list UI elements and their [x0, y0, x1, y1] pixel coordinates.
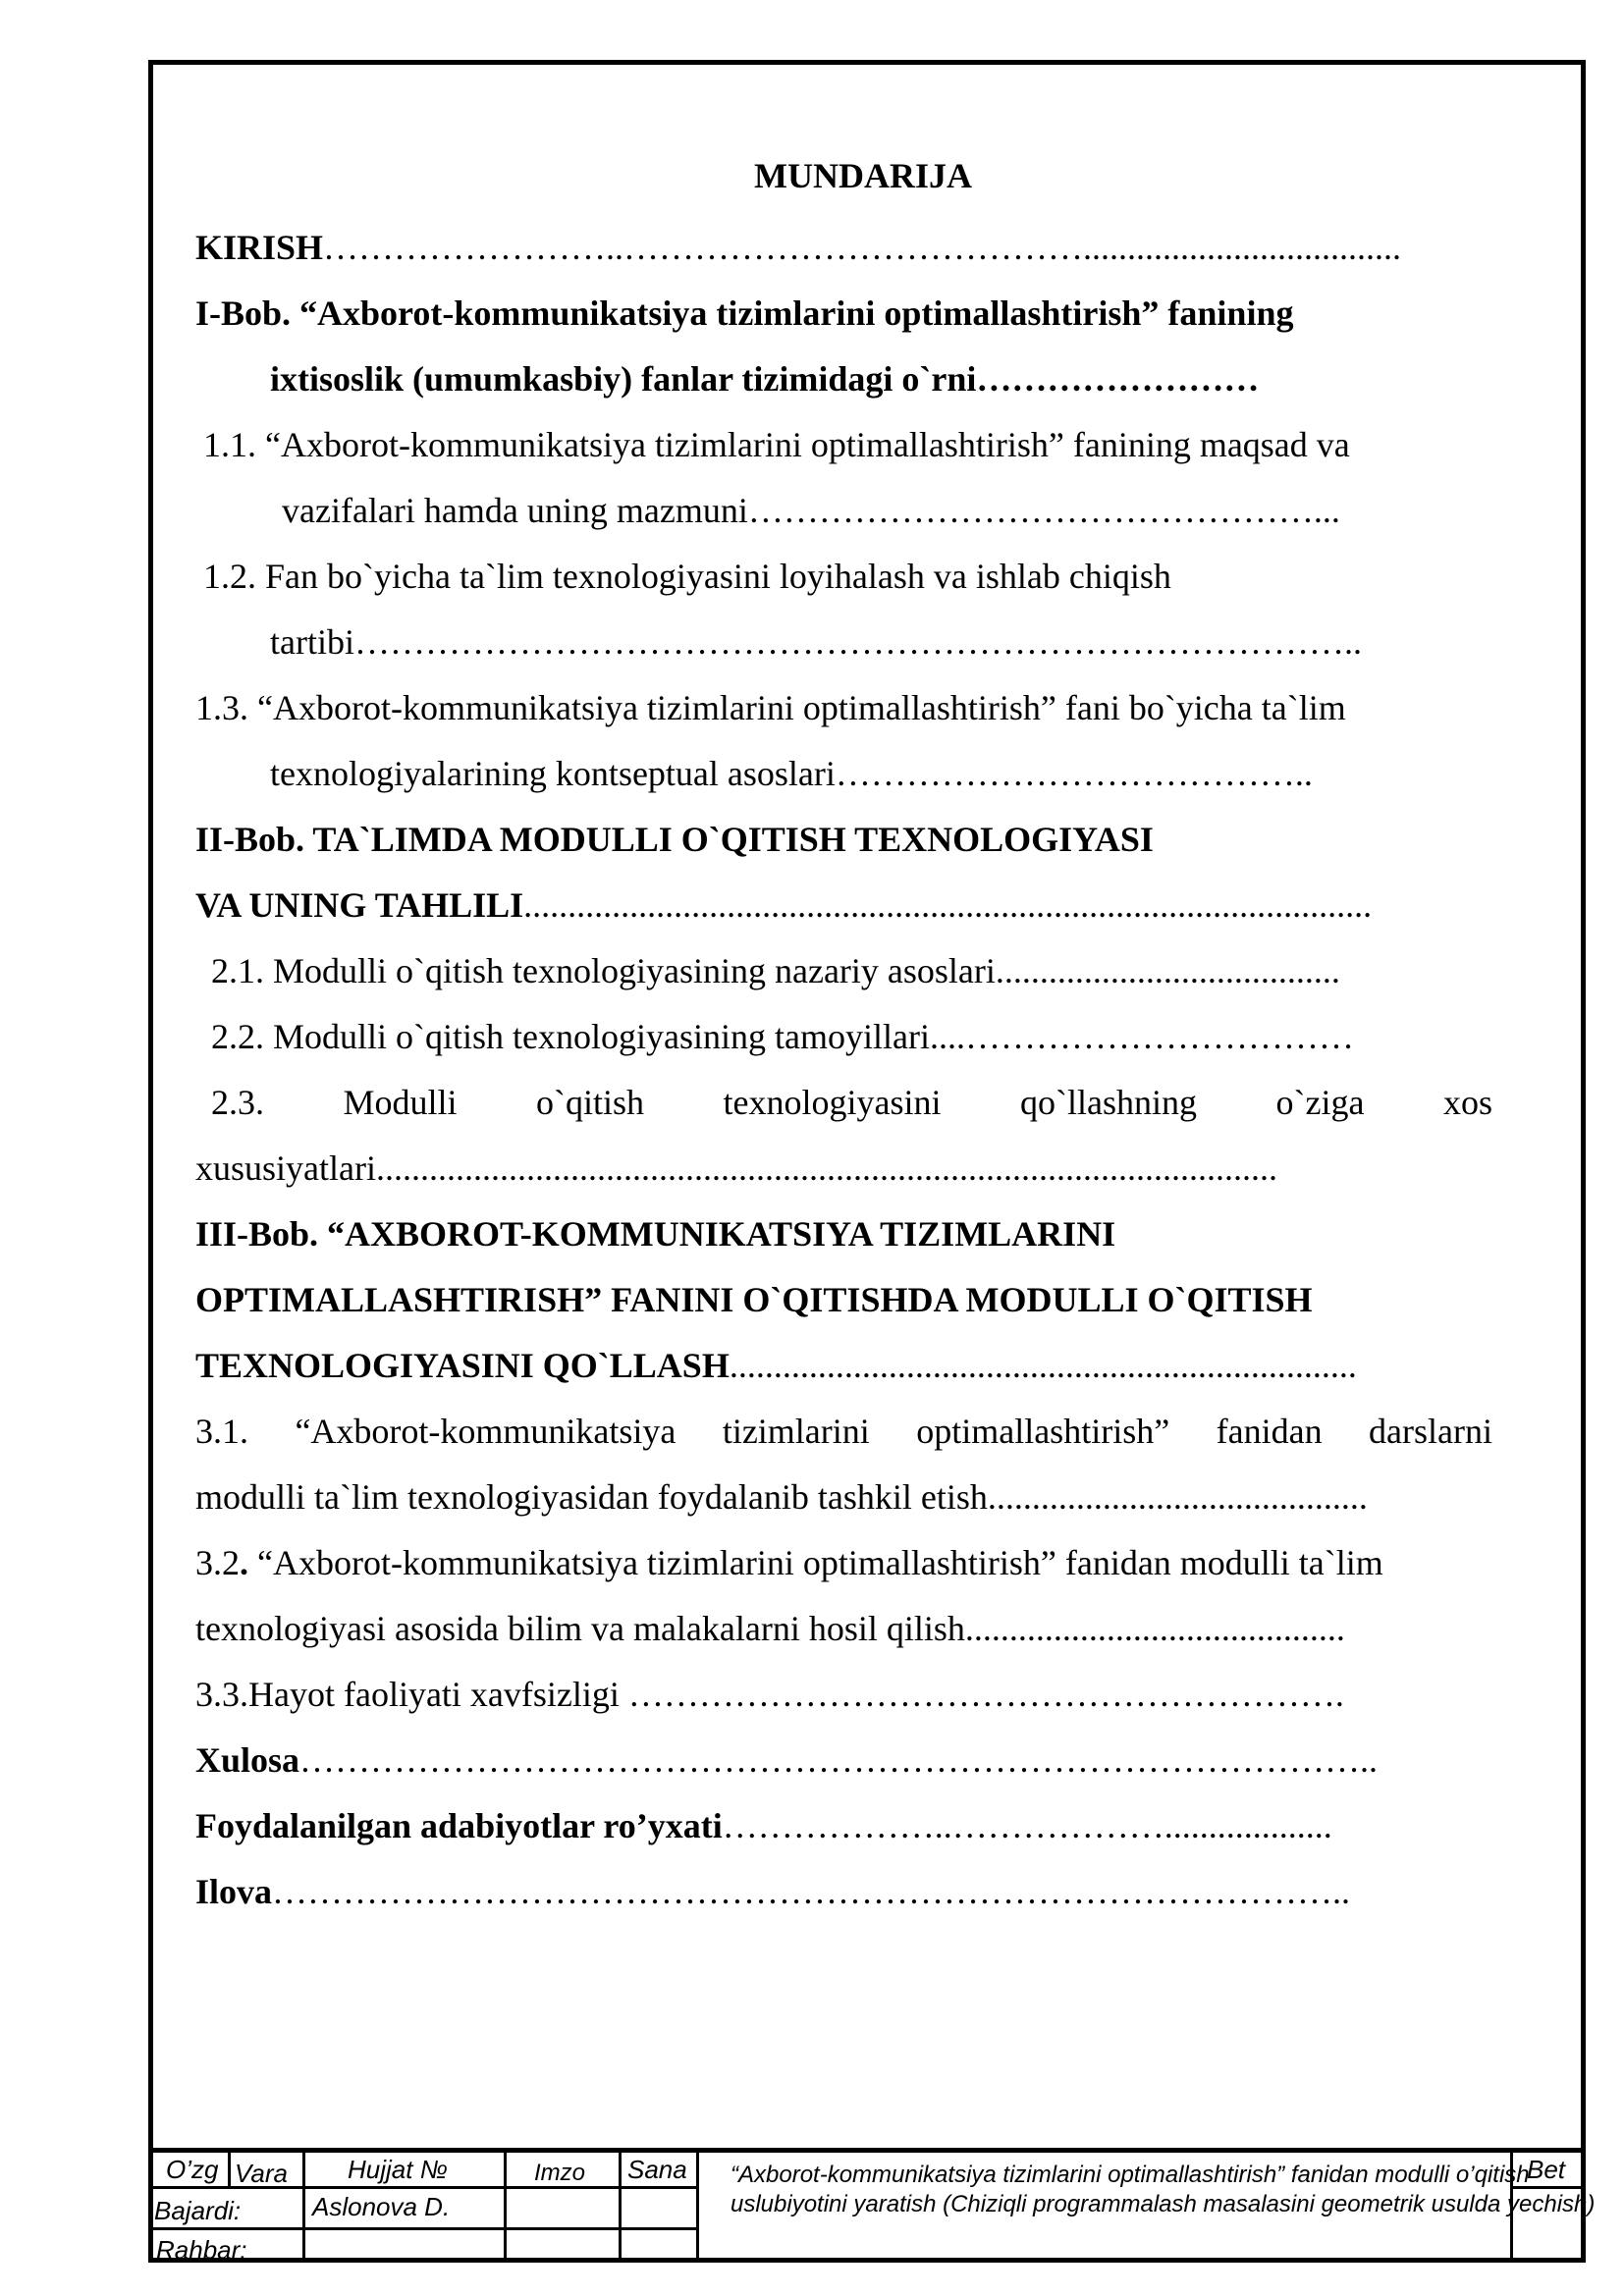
word: o`qitish [536, 1083, 645, 1122]
toc-entry-ilova [195, 1872, 1350, 1911]
toc-chapter-1-line2 [270, 359, 1259, 399]
page-label-bet: Bet [1527, 2155, 1566, 2184]
toc-entry-adabiyotlar [195, 1806, 1332, 1845]
toc-section-1-3-line2: texnologiyalarining kontseptual asoslari………………………………….. [270, 754, 1313, 793]
divider [148, 2227, 696, 2230]
entry-label: ixtisoslik (umumkasbiy) fanlar tizimidagi o`rni [270, 359, 977, 399]
header-imzo: Imzo [534, 2160, 586, 2186]
header-sana: Sana [627, 2155, 687, 2184]
entry-number-dot: . [240, 1543, 248, 1582]
entry-text: “Axborot-kommunikatsiya tizimlarini optimallashtirish” fanidan modulli ta`lim [248, 1543, 1383, 1582]
toc-section-1-2-line2: tartibi………………………………………………………………………….. [270, 622, 1362, 662]
bajardi-label: Bajardi: [154, 2196, 242, 2225]
entry-dots: …………………… [976, 359, 1260, 399]
entry-label: Foydalanilgan adabiyotlar ro’yxati [195, 1806, 723, 1845]
toc-section-1-1-line1: 1.1. “Axborot-kommunikatsiya tizimlarini optimallashtirish” fanining maqsad va [203, 425, 1350, 464]
header-ozg: O’zg [166, 2155, 219, 2184]
word: 2.3. [211, 1083, 264, 1122]
toc-chapter-3-line3 [195, 1346, 1357, 1385]
divider [148, 2186, 696, 2189]
entry-label: KIRISH [195, 228, 324, 267]
entry-label: TEXNOLOGIYASINI QO`LLASH [195, 1346, 730, 1385]
toc-section-1-3-line1: 1.3. “Axborot-kommunikatsiya tizimlarini optimallashtirish” fani bo`yicha ta`lim [195, 688, 1346, 727]
word: 3.1. [195, 1412, 248, 1451]
rahbar-label: Rahbar: [156, 2235, 247, 2265]
entry-dots: ................................................................................................ [523, 885, 1373, 925]
header-hujjat: Hujjat № [348, 2155, 448, 2184]
title-block-stamp [148, 2148, 1596, 2265]
toc-section-3-2-line1 [195, 1543, 1383, 1582]
divider [504, 2153, 507, 2263]
divider [228, 2153, 231, 2188]
word: optimallashtirish” [916, 1412, 1170, 1451]
entry-label: VA UNING TAHLILI [195, 885, 524, 925]
bajardi-name: Aslonova D. [312, 2192, 451, 2221]
entry-label: Ilova [195, 1872, 273, 1911]
word: texnologiyasini [723, 1083, 942, 1122]
word: xos [1442, 1083, 1492, 1122]
header-vara: Vara [235, 2159, 288, 2188]
toc-entry-xulosa [195, 1740, 1378, 1780]
word: qo`llashning [1020, 1083, 1197, 1122]
entry-dots: ………………..………………................... [722, 1806, 1332, 1845]
word: Modulli [343, 1083, 458, 1122]
toc-chapter-3-line1: III-Bob. “AXBOROT-KOMMUNIKATSIYA TIZIMLARINI [195, 1214, 1116, 1254]
divider [696, 2153, 699, 2263]
toc-section-3-3: 3.3.Hayot faoliyati xavfsizligi ……………………………………………………. [195, 1675, 1344, 1714]
toc-chapter-2-line1: II-Bob. TA`LIMDA MODULLI O`QITISH TEXNOLOGIYASI [195, 820, 1154, 859]
toc-section-2-2: 2.2. Modulli o`qitish texnologiyasining tamoyillari....…………………………… [211, 1017, 1354, 1056]
toc-section-2-3-line1 [211, 1083, 1492, 1122]
word: darslarni [1369, 1412, 1492, 1451]
toc-chapter-1-line1: I-Bob. “Axborot-kommunikatsiya tizimlarini optimallashtirish” fanining [195, 294, 1294, 333]
toc-heading: MUNDARIJA [754, 156, 972, 195]
divider [619, 2153, 622, 2263]
word: tizimlarini [722, 1412, 870, 1451]
entry-label: Xulosa [195, 1740, 300, 1780]
toc-section-3-1-line2: modulli ta`lim texnologiyasidan foydalanib tashkil etish........................................... [195, 1477, 1368, 1517]
toc-section-2-1: 2.1. Modulli o`qitish texnologiyasining nazariy asoslari....................................... [211, 951, 1340, 990]
toc-section-1-2-line1: 1.2. Fan bo`yicha ta`lim texnologiyasini loyihalash va ishlab chiqish [203, 557, 1171, 596]
entry-number: 3.2 [195, 1543, 240, 1582]
document-title: “Axborot-kommunikatsiya tizimlarini optimallashtirish” fanidan modulli o’qitish uslubiyotini yaratish (Chiziqli programmalash masalasini geometrik usulda yechish) [731, 2162, 1596, 2217]
entry-dots: ……………………..………………………………….................................... [323, 228, 1402, 267]
word: o`ziga [1275, 1083, 1365, 1122]
word: fanidan [1216, 1412, 1323, 1451]
toc-section-1-1-line2: vazifalari hamda uning mazmuni…………………………………………... [282, 491, 1340, 530]
entry-dots: ....................................................................... [729, 1346, 1357, 1385]
entry-dots: ……………………………………………………………………………….. [272, 1872, 1351, 1911]
word: “Axborot-kommunikatsiya [295, 1412, 677, 1451]
toc-section-3-2-line2: texnologiyasi asosida bilim va malakalarni hosil qilish........................................... [195, 1609, 1345, 1648]
entry-dots: ……………………………………………………………………………….. [299, 1740, 1379, 1780]
toc-section-2-3-line2: xususiyatlari...................................................................................................... [195, 1148, 1277, 1188]
toc-entry-kirish [195, 228, 1401, 267]
toc-chapter-2-line2 [195, 885, 1372, 925]
toc-chapter-3-line2: OPTIMALLASHTIRISH” FANINI O`QITISHDA MODULLI O`QITISH [195, 1280, 1313, 1319]
toc-section-3-1-line1 [195, 1412, 1492, 1451]
divider [302, 2153, 305, 2263]
